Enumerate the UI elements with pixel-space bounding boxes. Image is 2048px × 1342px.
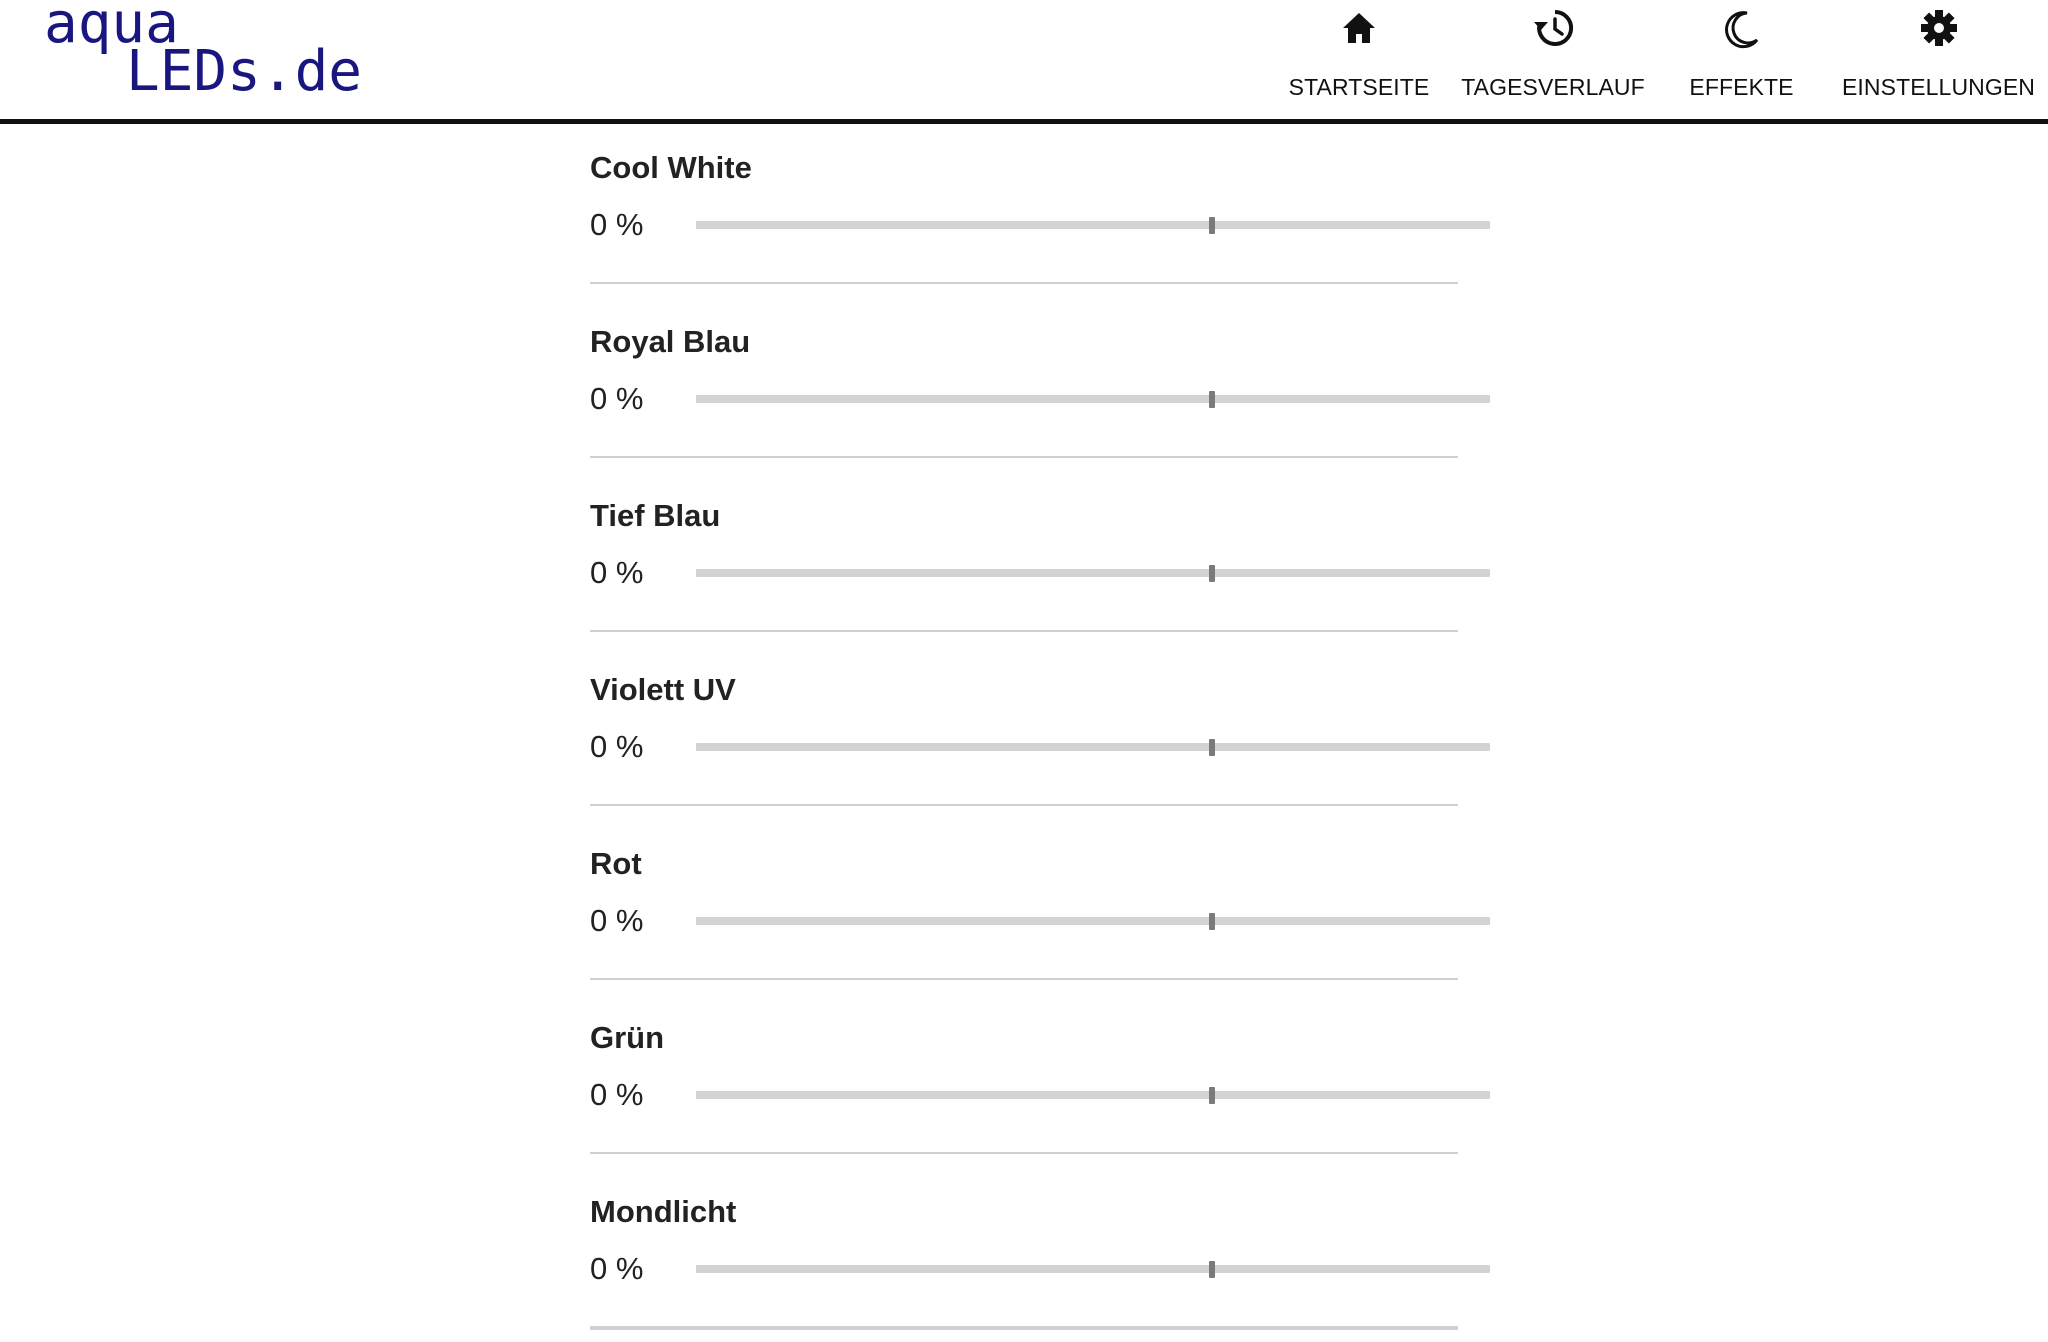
home-icon <box>1337 6 1381 50</box>
slider-thumb[interactable] <box>1209 1261 1215 1278</box>
aquaLEDs-logo[interactable] <box>44 2 444 97</box>
nav-label-einstellungen: EINSTELLUNGEN <box>1841 74 2035 100</box>
nav-item-einstellungen[interactable] <box>1829 0 2048 119</box>
brightness-slider[interactable] <box>696 743 1490 751</box>
channel-tief-blau <box>590 472 1490 646</box>
channel-violett-uv <box>590 646 1490 820</box>
gear-icon <box>1917 6 1961 50</box>
brightness-slider[interactable] <box>696 1265 1490 1273</box>
nav-item-startseite[interactable] <box>1275 0 1443 119</box>
slider-thumb[interactable] <box>1209 913 1215 930</box>
channel-name: Royal Blau <box>590 324 751 359</box>
divider <box>590 282 1458 284</box>
channel-mondlicht <box>590 1168 1490 1342</box>
channel-name: Cool White <box>590 150 752 185</box>
channel-value: 0 % <box>590 381 644 416</box>
history-icon <box>1531 6 1575 50</box>
divider <box>590 804 1458 806</box>
channel-value: 0 % <box>590 1077 644 1112</box>
brightness-slider[interactable] <box>696 221 1490 229</box>
logo-line2: LEDs.de <box>126 39 363 97</box>
divider <box>590 456 1458 458</box>
brightness-slider[interactable] <box>696 917 1490 925</box>
divider <box>590 1326 1458 1330</box>
slider-thumb[interactable] <box>1209 1087 1215 1104</box>
nav-item-effekte[interactable] <box>1664 0 1819 119</box>
brightness-slider[interactable] <box>696 1091 1490 1099</box>
channel-rot <box>590 820 1490 994</box>
divider <box>590 978 1458 980</box>
nav-label-effekte: EFFEKTE <box>1689 74 1794 100</box>
channel-name: Violett UV <box>590 672 736 707</box>
channel-cool-white <box>590 124 1490 298</box>
slider-thumb[interactable] <box>1209 217 1215 234</box>
brightness-slider[interactable] <box>696 395 1490 403</box>
channel-value: 0 % <box>590 729 644 764</box>
channel-name: Tief Blau <box>590 498 721 533</box>
divider <box>590 1152 1458 1154</box>
slider-thumb[interactable] <box>1209 739 1215 756</box>
channel-name: Mondlicht <box>590 1194 737 1229</box>
divider <box>590 630 1458 632</box>
app-header <box>0 0 2048 124</box>
brightness-slider[interactable] <box>696 569 1490 577</box>
channel-value: 0 % <box>590 903 644 938</box>
channel-value: 0 % <box>590 207 644 242</box>
nav-label-startseite: STARTSEITE <box>1288 74 1430 100</box>
logo-line1: aqua <box>44 2 179 56</box>
moon-icon <box>1720 6 1764 50</box>
channel-name: Grün <box>590 1020 665 1055</box>
nav-item-tagesverlauf[interactable] <box>1444 0 1662 119</box>
slider-thumb[interactable] <box>1209 565 1215 582</box>
channel-royal-blau <box>590 298 1490 472</box>
nav-label-tagesverlauf: TAGESVERLAUF <box>1461 74 1645 100</box>
channel-gruen <box>590 994 1490 1168</box>
channel-value: 0 % <box>590 1251 644 1286</box>
channel-name: Rot <box>590 846 642 881</box>
slider-thumb[interactable] <box>1209 391 1215 408</box>
channel-value: 0 % <box>590 555 644 590</box>
